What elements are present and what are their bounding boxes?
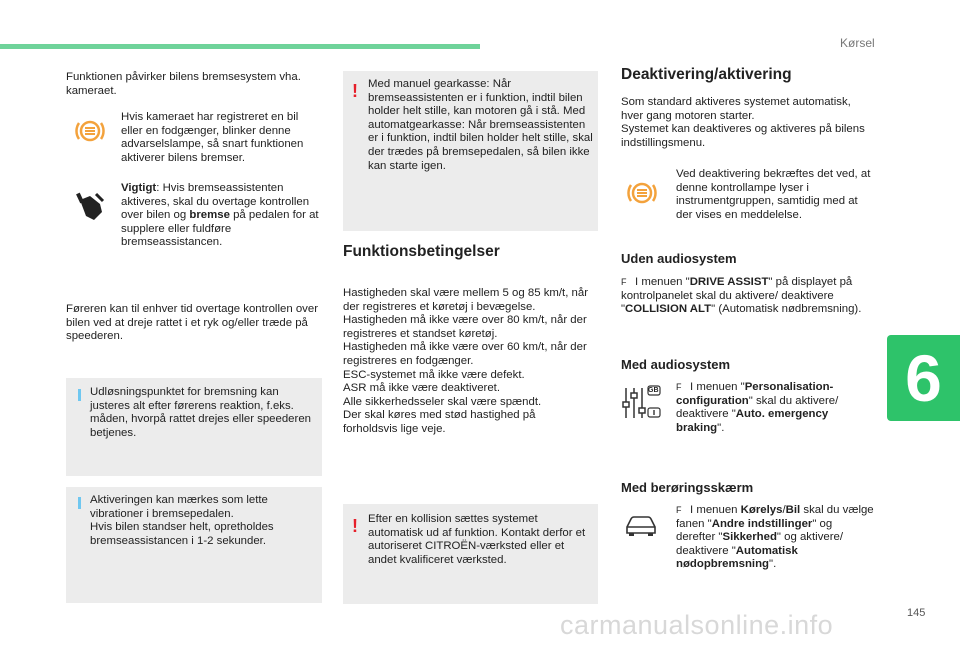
gb-label: GB [648,387,659,394]
info-box-2-line-b: Hvis bilen standser helt, opretholdes bremseassistancen i 1-2 sekunder. [90,521,274,547]
condition-item: Hastigheden skal være mellem 5 og 85 km/t, når der registreres et køretøj i bevægelse. [343,287,589,313]
car-settings-icon [624,513,658,542]
important-text: Vigtigt: Hvis bremseassistenten aktiveres, skal du overtage kontrollen over bilen og bremse på pedalen for at supplere eller fuldføre bremseassistancen. [121,182,319,249]
exclamation-icon: ! [352,516,358,536]
info-box-2-line-a: Aktiveringen kan mærkes som lette vibrationer i bremsepedalen. [90,494,268,520]
conditions-heading: Funktionsbetingelser [343,243,500,260]
no-audio-step: F I menuen "DRIVE ASSIST" på displayet på kontrolpanelet skal du aktivere/ deaktivere "COLLISION ALT" (Automatisk nødbremsning). [621,276,862,316]
page-number: 145 [907,607,926,619]
arrow-bullet-icon: F [676,505,682,515]
condition-item: ESC-systemet må ikke være defekt. [343,368,525,381]
arrow-bullet-icon: F [676,382,682,392]
info-marker-1 [78,389,81,401]
deactivation-intro-b: Systemet kan deaktiveres og aktiveres på bilens indstillingsmenu. [621,123,865,149]
override-text: Føreren kan til enhver tid overtage kontrollen over bilen ved at dreje rattet i et ryk og/eller træde på speederen. [66,303,318,343]
warning-box-2-text: Efter en kollision sættes systemet automatisk ud af funktion. Kontakt derfor et autoriseret CITROËN-værksted eller et andet kvalificeret værksted. [368,513,586,566]
condition-item: Der skal køres med stød hastighed på forholdsvis lige veje. [343,409,536,435]
deactivation-intro-a: Som standard aktiveres systemet automatisk, hver gang motoren starter. [621,96,851,122]
watermark: carmanualsonline.info [560,610,834,640]
arrow-bullet-icon: F [621,277,627,287]
deactivation-heading: Deaktivering/aktivering [621,66,792,83]
exclamation-icon: ! [352,81,358,101]
brake-pedal-icon [76,190,106,229]
audio-heading: Med audiosystem [621,357,731,372]
section-title: Kørsel [840,36,875,50]
warning-box-1-text: Med manuel gearkasse: Når bremseassistenten er i funktion, indtil bilen holder helt stille, kan motoren gå i stå. Med automatgearkasse: Når bremseassistenten er i funktion, indtil bilen holder helt stille, skal der trædes på bremsepedalen, så bilen ikke kan starte igen. [368,78,593,172]
info-box-1-text: Udløsningspunktet for bremsning kan justeres alt efter førerens reaktion, f.eks. måden, hvorpå rattet drejes eller speederen betjenes. [90,386,311,439]
touchscreen-step: F I menuen Kørelys/Bil skal du vælge fanen "Andre indstillinger" og derefter "Sikkerhed" og aktivere/ deaktivere "Automatisk nødopbremsning". [676,504,874,571]
condition-item: Hastigheden må ikke være over 80 km/t, når der registreres et standset køretøj. [343,314,587,340]
condition-item: ASR må ikke være deaktiveret. [343,382,500,395]
condition-item: Hastigheden må ikke være over 60 km/t, når der registreres en fodgænger. [343,341,587,367]
touchscreen-heading: Med berøringsskærm [621,480,754,495]
no-audio-heading: Uden audiosystem [621,251,737,266]
header-accent-bar [0,44,480,49]
chapter-tab: 6 [887,335,960,421]
brake-warning-icon [75,115,105,152]
intro-text: Funktionen påvirker bilens bremsesystem vha. kameraet. [66,71,301,97]
condition-item: Alle sikkerhedsseler skal være spændt. [343,395,542,408]
info-marker-2 [78,497,81,509]
service-warning-lamp-icon [626,177,658,214]
conditions-list [343,287,593,437]
lamp-text: Ved deaktivering bekræftes det ved, at denne kontrollampe lyser i instrumentgruppen, samtidig med at der vises en meddelelse. [676,168,871,221]
camera-text: Hvis kameraet har registreret en bil eller en fodgænger, blinker denne advarselslampe, så snart funktionen aktiverer bilens bremser. [121,111,304,164]
audio-step: F I menuen "Personalisation-configuration" skal du aktivere/ deaktivere "Auto. emergency braking". [676,381,839,434]
